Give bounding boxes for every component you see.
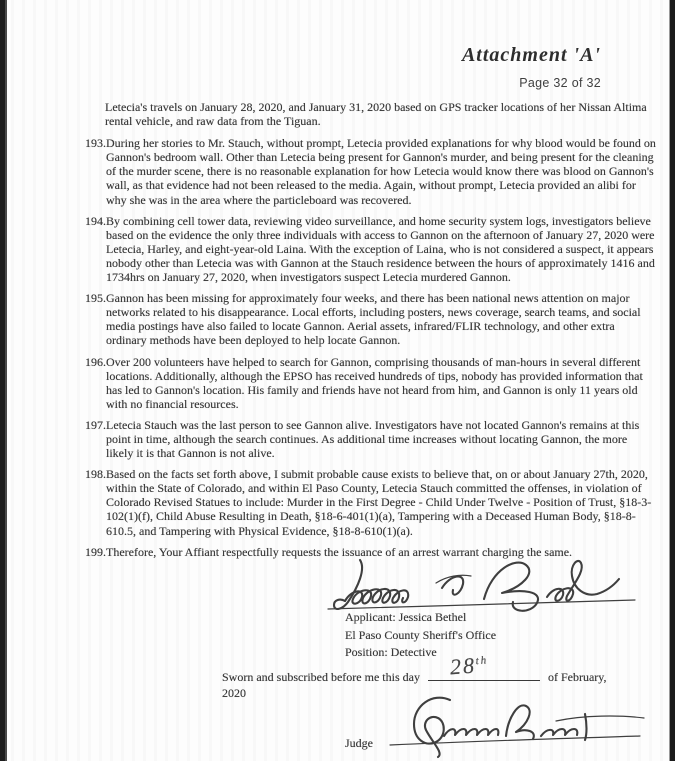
affidavit-paragraph-193	[85, 136, 657, 206]
paragraph-number: 199.	[85, 544, 106, 559]
applicant-office-line: El Paso County Sheriff's Office	[345, 627, 497, 642]
paragraph-text: Based on the facts set forth above, I submit probable cause exists to believe that, on or about January 27th, 2020, within the State of Colorado, and within El Paso County, Letecia Stauch committed the offenses, in violation of Colorado Revised Statues to include: Murder in the First Degree - Child Under Twelve - Position of Trust, §18-3-102(1)(f), Child Abuse Resulting in Death, §18-6-401(1)(a), Tampering with a Deceased Human Body, §18-8-610.5, and Tampering with Physical Evidence, §18-8-610(1)(a).	[106, 467, 652, 538]
sworn-text-suffix: of February,	[547, 670, 607, 684]
scan-edge-left	[0, 0, 7, 761]
paragraph-text: Over 200 volunteers have helped to search for Gannon, comprising thousands of man-hours in several different locations. Additionally, although the EPSO has received hundreds of tips, nobody has provided information that has led to Gannon's location. His family and friends have not heard from him, and Gannon is only 11 years old with no financial resources.	[106, 354, 643, 411]
sworn-day-blank-line	[428, 652, 540, 681]
sworn-text-prefix: Sworn and subscribed before me this day	[222, 670, 420, 684]
paragraph-number: 194.	[85, 213, 106, 228]
applicant-position-line: Position: Detective	[345, 645, 437, 659]
judge-label: Judge	[345, 736, 373, 750]
attachment-label: Attachment 'A'	[461, 44, 601, 66]
affidavit-paragraph-198	[85, 467, 657, 537]
paragraph-text: Letecia Stauch was the last person to see Gannon alive. Investigators have not located Gannon's remains at this point in time, although the search continues. As additional time increases without locating Gannon, the more likely it is that Gannon is not alive.	[106, 417, 640, 461]
paragraph-number: 195.	[85, 291, 106, 306]
paragraph-text: Therefore, Your Affiant respectfully requests the issuance of an arrest warrant charging the same.	[106, 544, 573, 559]
paragraph-number: 196.	[85, 354, 106, 369]
scan-edge-right	[669, 0, 675, 761]
sworn-year: 2020	[222, 686, 246, 700]
paragraph-text: By combining cell tower data, reviewing video surveillance, and home security system logs, investigators believe based on the evidence the only three individuals with access to Gannon on the afternoon of January 27, 2020 were Letecia, Harley, and eight-year-old Laina. With the exception of Laina, who is not considered a suspect, it appears nobody other than Letecia was with Gannon at the Stauch residence between the hours of approximately 1416 and 1734hrs on January 27, 2020, when investigators suspect Letecia murdered Gannon.	[106, 213, 655, 285]
affidavit-paragraph-197	[85, 418, 657, 460]
paragraph-text: During her stories to Mr. Stauch, without prompt, Letecia provided explanations for why blood would be found on Gannon's bedroom wall. Other than Letecia being present for Gannon's murder, and being present for the cleaning of the murder scene, there is no reasonable explanation for how Letecia would know there was blood on Gannon's wall, as that evidence had not been released to the media. Again, without prompt, Letecia provided an alibi for why she was in the area where the particleboard was recovered.	[106, 136, 656, 207]
paragraph-number: 193.	[85, 136, 106, 151]
affidavit-paragraph-196	[85, 355, 657, 411]
paragraph-number: 197.	[85, 417, 106, 432]
affidavit-paragraph-195	[85, 291, 657, 347]
handwritten-day: 28th	[449, 652, 489, 680]
paragraph-text: Gannon has been missing for approximately four weeks, and there has been national news attention on major networks related to his disappearance. Local efforts, including posters, news coverage, search teams, and social media postings have also failed to locate Gannon. Aerial assets, infrared/FLIR technology, and other extra ordinary methods have been deployed to help locate Gannon.	[106, 291, 641, 348]
paragraph-number: 198.	[85, 467, 106, 482]
affidavit-body	[85, 100, 657, 566]
page-number: Page 32 of 32	[519, 76, 601, 90]
page-header	[462, 44, 601, 90]
affidavit-paragraph-194	[85, 214, 657, 284]
intro-paragraph: Letecia's travels on January 28, 2020, and January 31, 2020 based on GPS tracker locations of her Nissan Altima rental vehicle, and raw data from the Tiguan.	[105, 100, 647, 129]
applicant-name-line: Applicant: Jessica Bethel	[345, 610, 467, 624]
judge-signature	[386, 690, 650, 760]
